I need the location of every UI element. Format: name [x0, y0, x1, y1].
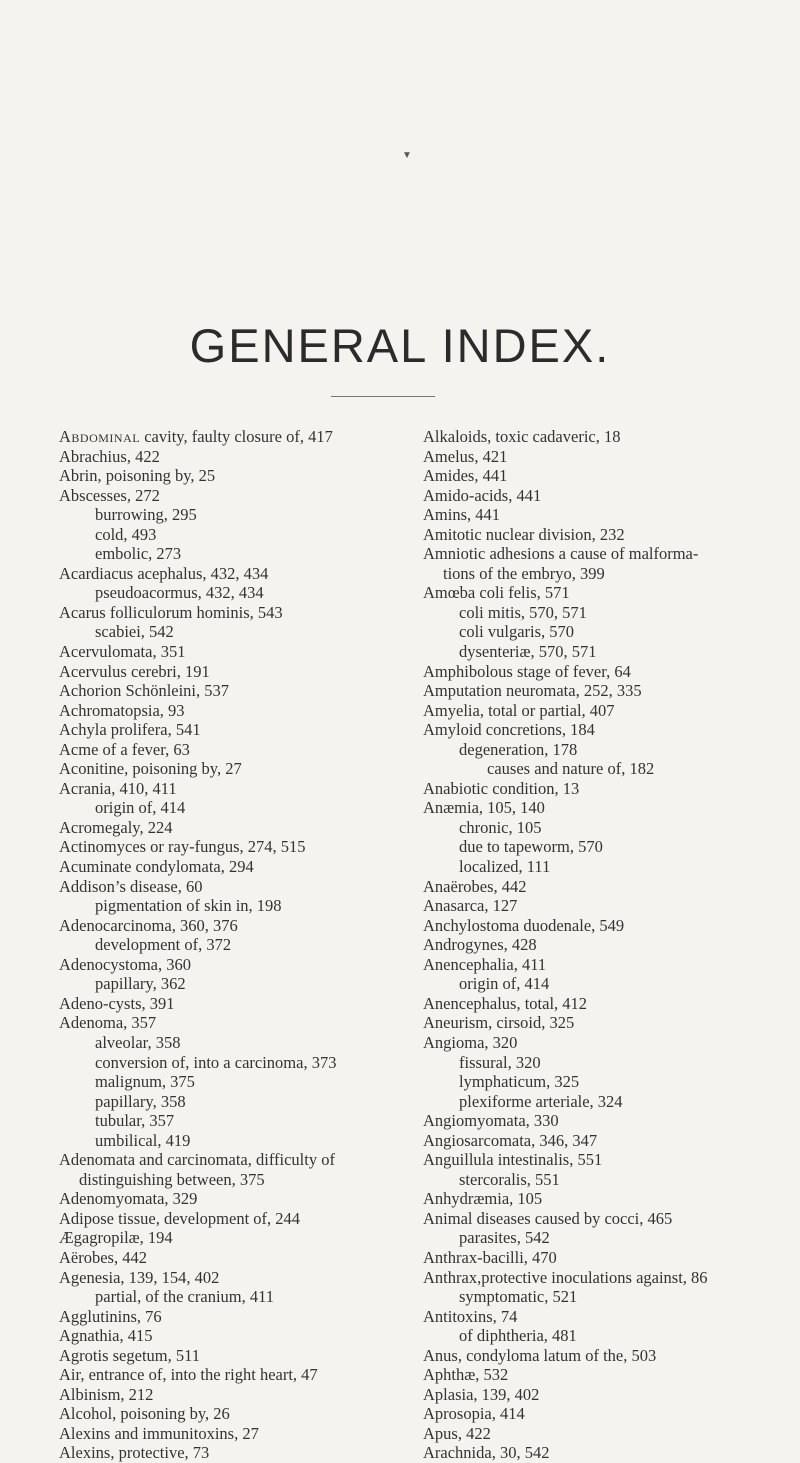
index-entry — [423, 935, 798, 955]
page-speck: ▼ — [402, 150, 412, 161]
index-entry-text: Alexins and immunitoxins, 27 — [59, 1423, 259, 1443]
index-entry — [59, 662, 434, 682]
index-entry-text: Acardiacus acephalus, 432, 434 — [59, 563, 269, 583]
index-entry — [59, 1150, 434, 1170]
index-entry-text: Albinism, 212 — [59, 1384, 154, 1404]
index-entry-text: coli vulgaris, 570 — [459, 622, 575, 642]
index-entry — [59, 681, 434, 701]
index-entry-text: Anencephalus, total, 412 — [423, 993, 588, 1013]
index-entry-text: tubular, 357 — [95, 1111, 175, 1131]
index-entry-text: Apus, 422 — [423, 1423, 491, 1443]
index-entry — [423, 1033, 798, 1053]
index-entry — [59, 583, 434, 603]
index-entry — [59, 1072, 434, 1092]
index-entry-text: burrowing, 295 — [95, 505, 197, 525]
index-entry-text: Angiosarcomata, 346, 347 — [423, 1130, 598, 1150]
index-entry-text: Angioma, 320 — [423, 1032, 518, 1052]
index-entry — [59, 916, 434, 936]
index-entry — [423, 1326, 798, 1346]
index-entry-text: Actinomyces or ray-fungus, 274, 515 — [59, 837, 306, 857]
index-entry-text: Anaërobes, 442 — [423, 876, 527, 896]
index-entry-text: tions of the embryo, 399 — [443, 563, 605, 583]
index-entry-text: of diphtheria, 481 — [459, 1326, 577, 1346]
index-entry — [59, 837, 434, 857]
index-entry-text: Acuminate condylomata, 294 — [59, 857, 254, 877]
index-entry-text: Agenesia, 139, 154, 402 — [59, 1267, 220, 1287]
index-entry — [59, 1111, 434, 1131]
index-entry — [423, 798, 798, 818]
index-entry-text: alveolar, 358 — [95, 1032, 181, 1052]
index-entry — [59, 1053, 434, 1073]
index-entry-text: Acarus folliculorum hominis, 543 — [59, 602, 283, 622]
index-entry-text: scabiei, 542 — [95, 622, 174, 642]
index-entry — [59, 525, 434, 545]
index-entry — [59, 642, 434, 662]
index-entry-text: Alexins, protective, 73 — [59, 1443, 210, 1463]
index-entry — [59, 877, 434, 897]
index-entry — [59, 1346, 434, 1366]
index-entry — [59, 1189, 434, 1209]
index-entry-text: Agrotis segetum, 511 — [59, 1345, 200, 1365]
index-entry-text: Amyelia, total or partial, 407 — [423, 700, 615, 720]
index-entry — [423, 1092, 798, 1112]
index-entry — [423, 544, 798, 564]
index-entry-text: Acromegaly, 224 — [59, 817, 173, 837]
index-entry — [59, 1365, 434, 1385]
index-entry — [423, 1131, 798, 1151]
index-entry — [59, 798, 434, 818]
index-entry — [59, 1385, 434, 1405]
index-entry-text: Amides, 441 — [423, 466, 508, 486]
index-entry-text: Angiomyomata, 330 — [423, 1111, 559, 1131]
index-entry — [423, 1307, 798, 1327]
index-entry-text: Anhydræmia, 105 — [423, 1189, 543, 1209]
index-entry-text: chronic, 105 — [459, 817, 542, 837]
index-entry — [423, 1346, 798, 1366]
index-entry-text: Ægagropilæ, 194 — [59, 1228, 173, 1248]
index-column-left — [59, 427, 434, 1463]
index-entry-text: degeneration, 178 — [459, 739, 578, 759]
index-entry-text: partial, of the cranium, 411 — [95, 1287, 274, 1307]
index-entry — [423, 447, 798, 467]
index-entry-text: Anencephalia, 411 — [423, 954, 547, 974]
index-entry — [423, 1111, 798, 1131]
index-entry-text: embolic, 273 — [95, 544, 182, 564]
index-entry-text: Anasarca, 127 — [423, 896, 518, 916]
index-entry-text: plexiforme arteriale, 324 — [459, 1091, 623, 1111]
index-entry-text: Abrachius, 422 — [59, 446, 160, 466]
index-entry — [59, 1287, 434, 1307]
index-entry — [423, 877, 798, 897]
index-entry-text: development of, 372 — [95, 935, 232, 955]
index-entry-text: malignum, 375 — [95, 1072, 195, 1092]
index-entry-text: Aconitine, poisoning by, 27 — [59, 759, 242, 779]
index-entry-text: Acrania, 410, 411 — [59, 778, 177, 798]
index-entry-text: Adeno-cysts, 391 — [59, 993, 175, 1013]
index-entry-text: stercoralis, 551 — [459, 1169, 560, 1189]
index-entry-text: due to tapeworm, 570 — [459, 837, 603, 857]
index-entry-text: Anthrax,protective inoculations against, 86 — [423, 1267, 708, 1287]
index-entry-text: fissural, 320 — [459, 1052, 541, 1072]
index-entry-text: Amyloid concretions, 184 — [423, 720, 595, 740]
index-entry — [59, 564, 434, 584]
index-entry — [59, 1307, 434, 1327]
index-entry — [423, 1013, 798, 1033]
index-entry-text: umbilical, 419 — [95, 1130, 191, 1150]
index-entry — [423, 701, 798, 721]
index-entry — [59, 466, 434, 486]
index-entry — [59, 857, 434, 877]
index-entry — [59, 759, 434, 779]
index-entry-text: dysenteriæ, 570, 571 — [459, 642, 597, 662]
index-entry — [423, 994, 798, 1014]
index-entry — [59, 1424, 434, 1444]
index-entry-text: origin of, 414 — [459, 974, 550, 994]
index-entry-text: papillary, 362 — [95, 974, 186, 994]
index-entry — [423, 1053, 798, 1073]
index-entry-text: Amins, 441 — [423, 505, 501, 525]
index-entry-text: Achromatopsia, 93 — [59, 700, 185, 720]
index-entry — [423, 1228, 798, 1248]
index-entry-text: Androgynes, 428 — [423, 935, 537, 955]
index-entry — [59, 1013, 434, 1033]
index-entry — [423, 1268, 798, 1288]
index-entry — [423, 857, 798, 877]
index-entry — [423, 564, 798, 584]
index-entry-text: Agnathia, 415 — [59, 1326, 153, 1346]
index-entry — [423, 427, 798, 447]
index-entry-text: Adipose tissue, development of, 244 — [59, 1208, 301, 1228]
index-entry — [423, 1365, 798, 1385]
index-entry-text: pigmentation of skin in, 198 — [95, 896, 282, 916]
index-entry — [423, 1209, 798, 1229]
index-entry — [423, 759, 798, 779]
index-entry — [59, 701, 434, 721]
index-entry — [423, 603, 798, 623]
index-entry-text: papillary, 358 — [95, 1091, 186, 1111]
index-entry-text: Achorion Schönleini, 537 — [59, 681, 230, 701]
index-entry-text: Adenoma, 357 — [59, 1013, 157, 1033]
index-entry-text: Amitotic nuclear division, 232 — [423, 524, 625, 544]
index-entry-text: symptomatic, 521 — [459, 1287, 578, 1307]
index-entry-text: Anchylostoma duodenale, 549 — [423, 915, 625, 935]
index-entry — [423, 818, 798, 838]
index-entry — [59, 1209, 434, 1229]
index-entry-text: cavity, faulty closure of, 417 — [140, 427, 333, 446]
index-entry — [59, 1131, 434, 1151]
index-entry — [59, 544, 434, 564]
page-title: GENERAL INDEX. — [189, 319, 611, 372]
index-entry-text: Achyla prolifera, 541 — [59, 720, 201, 740]
index-entry — [59, 818, 434, 838]
index-entry-text: Amœba coli felis, 571 — [423, 583, 570, 603]
index-entry-text: Anthrax-bacilli, 470 — [423, 1247, 557, 1267]
index-entry — [59, 1228, 434, 1248]
index-entry — [59, 1248, 434, 1268]
index-entry — [59, 935, 434, 955]
index-entry-text: lymphaticum, 325 — [459, 1072, 580, 1092]
index-entry-text: conversion of, into a carcinoma, 373 — [95, 1052, 337, 1072]
index-entry — [423, 1424, 798, 1444]
index-entry — [423, 1404, 798, 1424]
index-entry-text: Animal diseases caused by cocci, 465 — [423, 1208, 673, 1228]
index-entry — [423, 642, 798, 662]
index-entry-text: Amelus, 421 — [423, 446, 508, 466]
index-entry — [423, 974, 798, 994]
index-entry — [423, 681, 798, 701]
index-entry — [423, 779, 798, 799]
index-entry-text: Aplasia, 139, 402 — [423, 1384, 540, 1404]
index-entry — [423, 1170, 798, 1190]
index-entry-text: parasites, 542 — [459, 1228, 550, 1248]
index-entry — [423, 1248, 798, 1268]
index-entry — [59, 505, 434, 525]
index-entry-text: origin of, 414 — [95, 798, 186, 818]
index-entry — [423, 486, 798, 506]
index-entry — [423, 1150, 798, 1170]
index-entry-text: Aphthæ, 532 — [423, 1365, 509, 1385]
index-entry — [423, 622, 798, 642]
index-entry — [423, 1385, 798, 1405]
index-entry — [59, 603, 434, 623]
index-entry — [59, 486, 434, 506]
index-entry-text: Air, entrance of, into the right heart, 47 — [59, 1365, 318, 1385]
index-entry — [59, 1404, 434, 1424]
index-entry — [423, 525, 798, 545]
index-entry — [59, 974, 434, 994]
index-entry-text: Acervulus cerebri, 191 — [59, 661, 210, 681]
index-entry-text: Adenomyomata, 329 — [59, 1189, 198, 1209]
index-entry-lead: Abdominal — [59, 427, 141, 446]
index-entry-text: distinguishing between, 375 — [79, 1169, 265, 1189]
index-entry-text: Aërobes, 442 — [59, 1247, 147, 1267]
title-divider — [331, 396, 435, 397]
index-entry — [59, 1443, 434, 1463]
index-entry — [59, 779, 434, 799]
index-entry — [59, 740, 434, 760]
index-entry — [423, 896, 798, 916]
index-entry — [423, 740, 798, 760]
index-entry-text: causes and nature of, 182 — [487, 759, 655, 779]
index-entry-text: Agglutinins, 76 — [59, 1306, 162, 1326]
index-entry-text: Aneurism, cirsoid, 325 — [423, 1013, 575, 1033]
index-entry — [59, 1033, 434, 1053]
index-entry-text: pseudoacormus, 432, 434 — [95, 583, 264, 603]
index-entry — [423, 583, 798, 603]
index-entry-text: Adenocystoma, 360 — [59, 954, 191, 974]
index-entry-text: Adenocarcinoma, 360, 376 — [59, 915, 238, 935]
index-entry — [423, 1072, 798, 1092]
index-entry — [59, 1268, 434, 1288]
index-entry-text: Anguillula intestinalis, 551 — [423, 1150, 603, 1170]
index-column-right — [423, 427, 798, 1463]
index-entry-text: Amniotic adhesions a cause of malforma- — [423, 544, 699, 564]
index-entry — [59, 994, 434, 1014]
index-entry — [59, 447, 434, 467]
index-entry-text: coli mitis, 570, 571 — [459, 602, 587, 622]
index-entry-text: Acervulomata, 351 — [59, 642, 186, 662]
index-entry — [59, 720, 434, 740]
index-entry-text: Amputation neuromata, 252, 335 — [423, 681, 642, 701]
index-entry — [423, 505, 798, 525]
index-entry — [59, 622, 434, 642]
index-entry — [423, 916, 798, 936]
index-entry-text: localized, 111 — [459, 857, 551, 877]
index-entry-text: Amphibolous stage of fever, 64 — [423, 661, 631, 681]
index-entry — [423, 720, 798, 740]
index-entry-text: Addison’s disease, 60 — [59, 876, 203, 896]
index-entry-text: Amido-acids, 441 — [423, 485, 542, 505]
index-entry-text: Anus, condyloma latum of the, 503 — [423, 1345, 657, 1365]
index-entry — [423, 1189, 798, 1209]
index-entry — [59, 896, 434, 916]
index-entry — [59, 427, 434, 447]
index-entry-text: Anæmia, 105, 140 — [423, 798, 545, 818]
index-entry-text: Antitoxins, 74 — [423, 1306, 518, 1326]
index-entry-text: Arachnida, 30, 542 — [423, 1443, 550, 1463]
index-entry — [423, 837, 798, 857]
index-entry — [423, 1443, 798, 1463]
index-entry-text: Alcohol, poisoning by, 26 — [59, 1404, 230, 1424]
index-entry-text: cold, 493 — [95, 524, 157, 544]
index-entry-text: Aprosopia, 414 — [423, 1404, 525, 1424]
index-entry — [59, 1326, 434, 1346]
index-entry — [423, 662, 798, 682]
index-entry — [423, 1287, 798, 1307]
index-entry-text: Alkaloids, toxic cadaveric, 18 — [423, 427, 621, 446]
index-entry — [59, 1092, 434, 1112]
index-entry — [423, 955, 798, 975]
index-entry-text: Abrin, poisoning by, 25 — [59, 466, 216, 486]
index-entry-text: Acme of a fever, 63 — [59, 739, 190, 759]
index-entry-text: Anabiotic condition, 13 — [423, 778, 580, 798]
index-entry-text: Abscesses, 272 — [59, 485, 160, 505]
index-entry — [59, 955, 434, 975]
index-entry-text: Adenomata and carcinomata, difficulty of — [59, 1150, 335, 1170]
index-entry — [59, 1170, 434, 1190]
index-entry — [423, 466, 798, 486]
